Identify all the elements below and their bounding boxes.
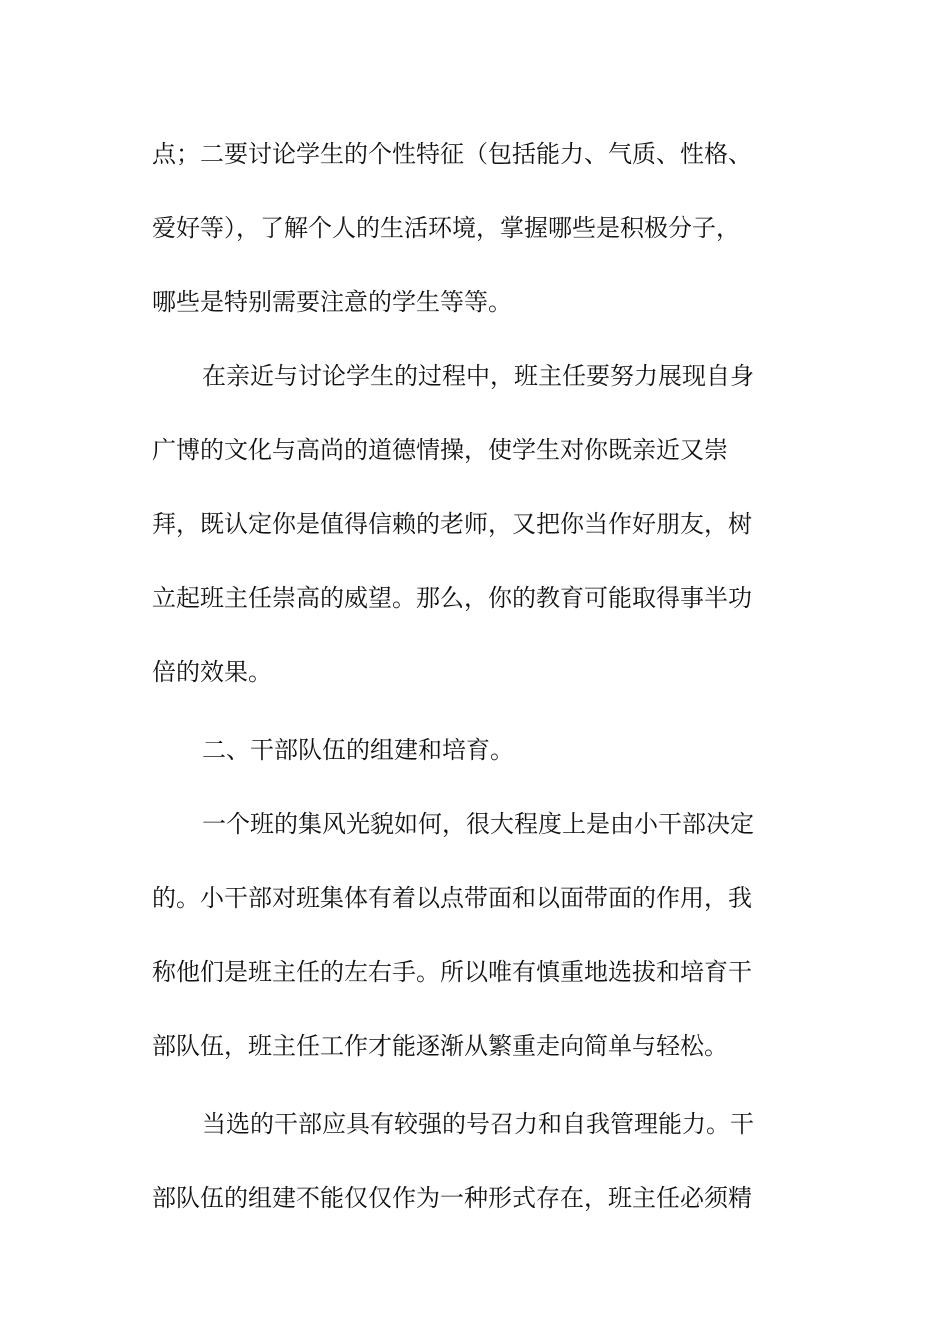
text-line: 爱好等），了解个人的生活环境，掌握哪些是积极分子， (152, 214, 740, 242)
text-line: 点；二要讨论学生的个性特征（包括能力、气质、性格、 (152, 140, 752, 168)
text-line: 的。小干部对班集体有着以点带面和以面带面的作用，我 (152, 884, 752, 912)
text-line: 部队伍的组建不能仅仅作为一种形式存在，班主任必须精 (152, 1184, 752, 1212)
text-line: 广博的文化与高尚的道德情操，使学生对你既亲近又崇 (152, 436, 728, 464)
section-heading: 二、干部队伍的组建和培育。 (202, 736, 514, 764)
paragraph-start-line: 当选的干部应具有较强的号召力和自我管理能力。干 (202, 1110, 754, 1138)
text-line: 称他们是班主任的左右手。所以唯有慎重地选拔和培育干 (152, 958, 752, 986)
text-line: 哪些是特别需要注意的学生等等。 (152, 288, 512, 316)
text-line: 立起班主任崇高的威望。那么，你的教育可能取得事半功 (152, 584, 752, 612)
text-line: 倍的效果。 (152, 658, 272, 686)
text-line: 拜，既认定你是值得信赖的老师，又把你当作好朋友，树 (152, 510, 752, 538)
paragraph-start-line: 一个班的集风光貌如何，很大程度上是由小干部决定 (202, 810, 754, 838)
paragraph-start-line: 在亲近与讨论学生的过程中，班主任要努力展现自身 (202, 362, 754, 390)
text-line: 部队伍，班主任工作才能逐渐从繁重走向简单与轻松。 (152, 1032, 728, 1060)
